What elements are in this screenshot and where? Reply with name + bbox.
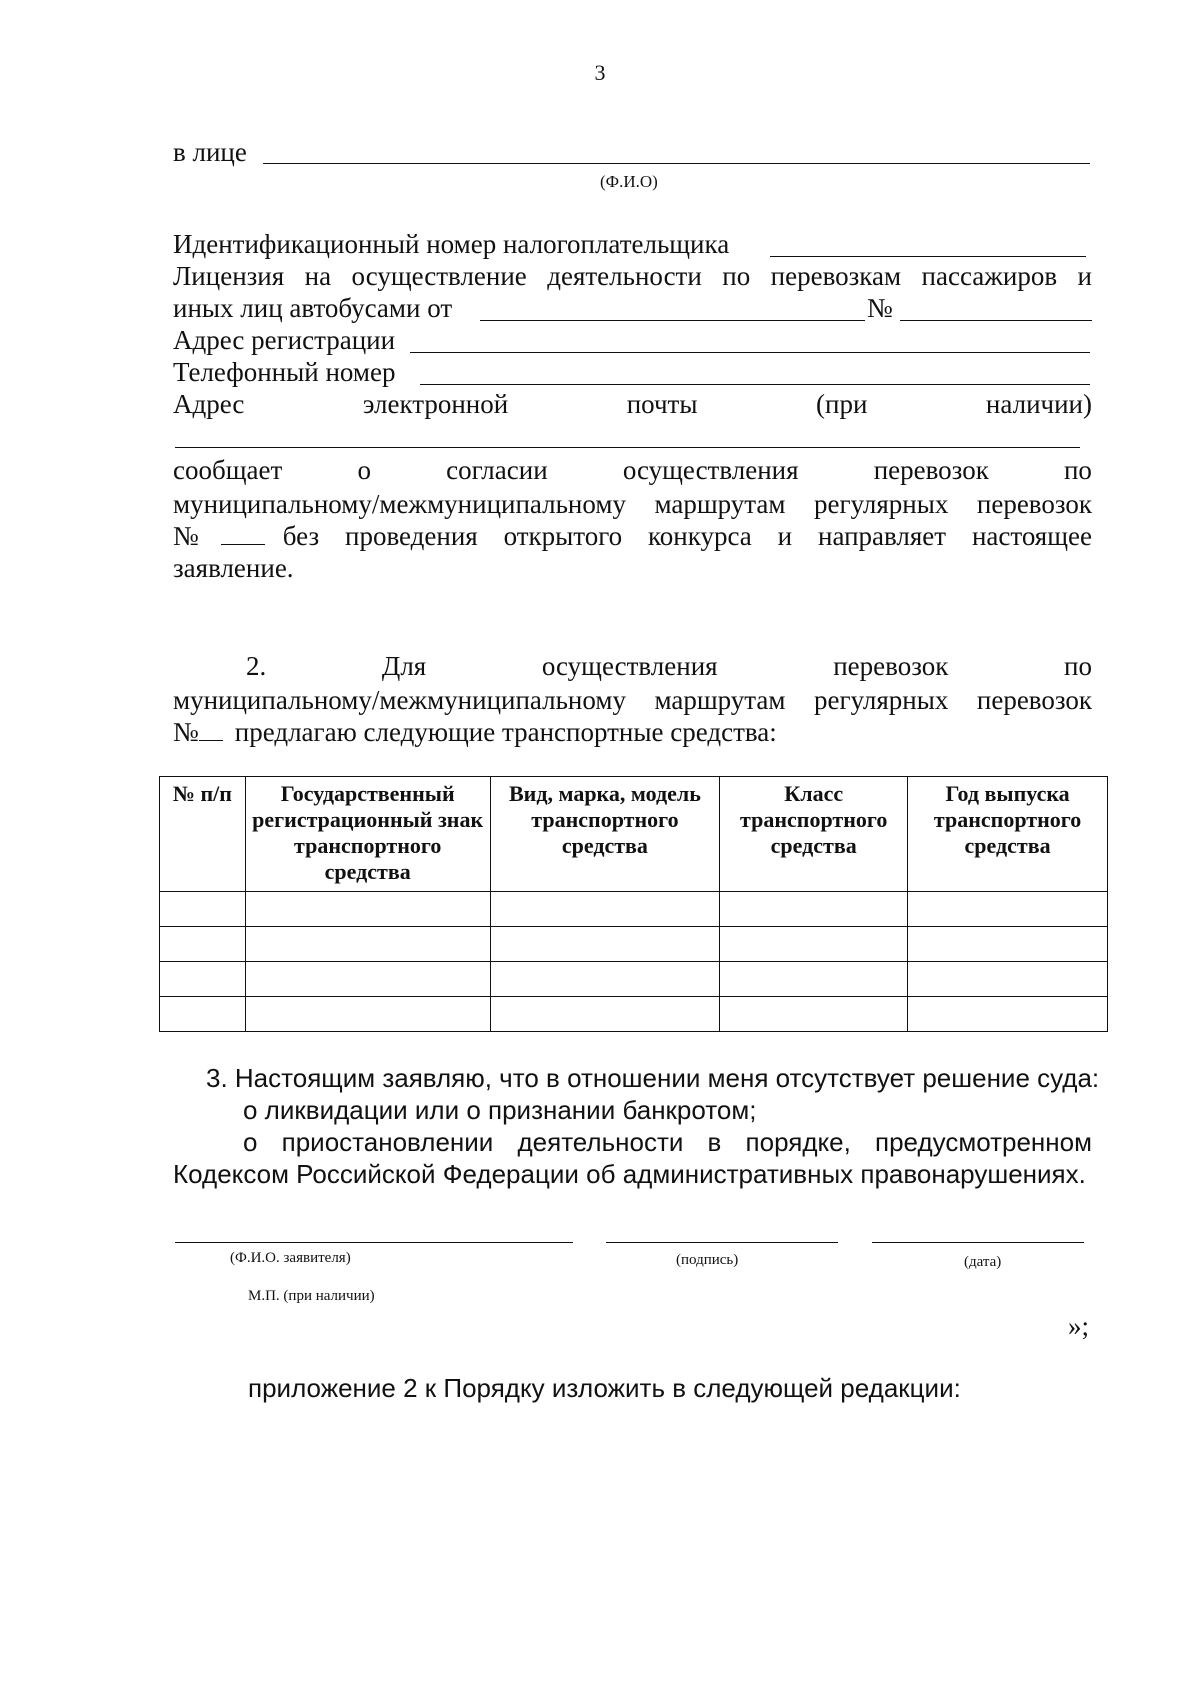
signature-blank[interactable] <box>606 1242 838 1243</box>
table-cell[interactable] <box>908 962 1108 997</box>
section3-word: деятельности <box>517 1127 684 1157</box>
consent-line-3-text: без проведения открытого конкурса и направляет настоящее <box>282 521 1092 551</box>
consent-word: согласии <box>446 455 548 485</box>
section2-word: 2. <box>246 651 267 681</box>
email-word: (при <box>816 389 868 419</box>
section2-word: перевозок <box>833 651 949 681</box>
section2-line-3-text: предлагаю следующие транспортные средства: <box>234 717 777 747</box>
license-line-2-prefix: иных лиц автобусами от <box>173 293 453 323</box>
header-vehicle-class: Класс транспортного средства <box>720 777 908 892</box>
consent-word: по <box>1063 455 1092 485</box>
table-cell[interactable] <box>720 927 908 962</box>
header-manufacture-year: Год выпуска транспортного средства <box>908 777 1108 892</box>
section3-word: порядке, <box>745 1127 851 1157</box>
table-cell[interactable] <box>490 997 720 1032</box>
license-number-blank[interactable] <box>900 320 1092 321</box>
email-word: электронной <box>362 389 509 419</box>
header-registration-plate: Государственный регистрационный знак транспортного средства <box>245 777 490 892</box>
section2-line-3 <box>173 716 777 748</box>
email-word: Адрес <box>173 389 245 419</box>
table-cell[interactable] <box>720 962 908 997</box>
section3-word: приостановлении <box>281 1127 494 1157</box>
email-word: почты <box>626 389 698 419</box>
section3-word: о <box>243 1127 258 1157</box>
registration-address-blank[interactable] <box>410 352 1090 353</box>
section3-word: предусмотренном <box>875 1127 1092 1157</box>
consent-word: сообщает <box>173 455 283 485</box>
representative-caption: (Ф.И.О) <box>600 172 658 191</box>
appendix-note: приложение 2 к Порядку изложить в следующей редакции: <box>248 1373 961 1403</box>
section3-line-4: Кодексом Российской Федерации об административных правонарушениях. <box>173 1159 1086 1189</box>
registration-address-label: Адрес регистрации <box>173 325 396 355</box>
applicant-name-caption: (Ф.И.О. заявителя) <box>230 1250 351 1266</box>
license-date-blank[interactable] <box>480 320 865 321</box>
section2-word: Для <box>381 651 427 681</box>
section2-word: по <box>1064 651 1092 681</box>
applicant-name-blank[interactable] <box>175 1242 573 1243</box>
section2-line-1 <box>246 650 1092 682</box>
section3-line-3 <box>243 1126 1092 1158</box>
consent-line-3 <box>173 520 1092 552</box>
date-blank[interactable] <box>872 1242 1084 1243</box>
representative-name-blank[interactable] <box>263 163 1090 164</box>
email-label-line <box>173 388 1092 420</box>
consent-line-1 <box>173 454 1092 486</box>
section3-line-1: 3. Настоящим заявляю, что в отношении меня отсутствует решение суда: <box>206 1063 1100 1093</box>
date-caption: (дата) <box>964 1254 1002 1270</box>
table-cell[interactable] <box>908 892 1108 927</box>
table-cell[interactable] <box>160 962 246 997</box>
route-number-blank[interactable] <box>221 520 265 545</box>
table-cell[interactable] <box>245 997 490 1032</box>
closing-quote: »; <box>1068 1311 1090 1341</box>
license-number-sign: № <box>867 293 893 323</box>
stamp-caption: М.П. (при наличии) <box>248 1288 375 1304</box>
section2-line-2: муниципальному/межмуниципальному маршрутам регулярных перевозок <box>173 685 1092 715</box>
consent-word: осуществления <box>622 455 799 485</box>
section3-word: в <box>707 1127 722 1157</box>
inn-blank[interactable] <box>770 256 1086 257</box>
table-cell[interactable] <box>160 927 246 962</box>
table-cell[interactable] <box>908 997 1108 1032</box>
consent-word: перевозок <box>873 455 989 485</box>
consent-word: о <box>357 455 371 485</box>
representative-label: в лице <box>173 137 247 167</box>
table-row <box>160 962 1108 997</box>
inn-label: Идентификационный номер налогоплательщика <box>173 229 730 259</box>
license-line-1: Лицензия на осуществление деятельности по перевозкам пассажиров и <box>173 261 1092 291</box>
table-cell[interactable] <box>490 927 720 962</box>
signature-caption: (подпись) <box>676 1252 739 1268</box>
header-vehicle-model: Вид, марка, модель транспортного средства <box>490 777 720 892</box>
table-cell[interactable] <box>720 892 908 927</box>
table-cell[interactable] <box>160 892 246 927</box>
table-cell[interactable] <box>245 927 490 962</box>
table-cell[interactable] <box>720 997 908 1032</box>
table-row <box>160 927 1108 962</box>
section2-number-sign: № <box>173 717 199 747</box>
section3-line-2: о ликвидации или о признании банкротом; <box>243 1095 757 1125</box>
table-cell[interactable] <box>908 927 1108 962</box>
vehicle-table <box>159 776 1108 1032</box>
section2-route-number-blank[interactable] <box>199 716 223 741</box>
page-number: 3 <box>594 60 606 85</box>
header-row-number: № п/п <box>160 777 246 892</box>
email-blank[interactable] <box>175 447 1080 448</box>
table-header-row <box>160 777 1108 892</box>
consent-line-4: заявление. <box>173 553 294 583</box>
consent-line-2: муниципальному/межмуниципальному маршрутам регулярных перевозок <box>173 489 1092 519</box>
email-word: наличии) <box>985 389 1092 419</box>
phone-label: Телефонный номер <box>173 357 396 387</box>
table-cell[interactable] <box>245 892 490 927</box>
table-cell[interactable] <box>160 997 246 1032</box>
table-row <box>160 997 1108 1032</box>
table-cell[interactable] <box>490 892 720 927</box>
section2-word: осуществления <box>541 651 718 681</box>
table-cell[interactable] <box>245 962 490 997</box>
table-row <box>160 892 1108 927</box>
consent-number-sign: № <box>173 521 199 551</box>
phone-blank[interactable] <box>420 384 1090 385</box>
table-cell[interactable] <box>490 962 720 997</box>
